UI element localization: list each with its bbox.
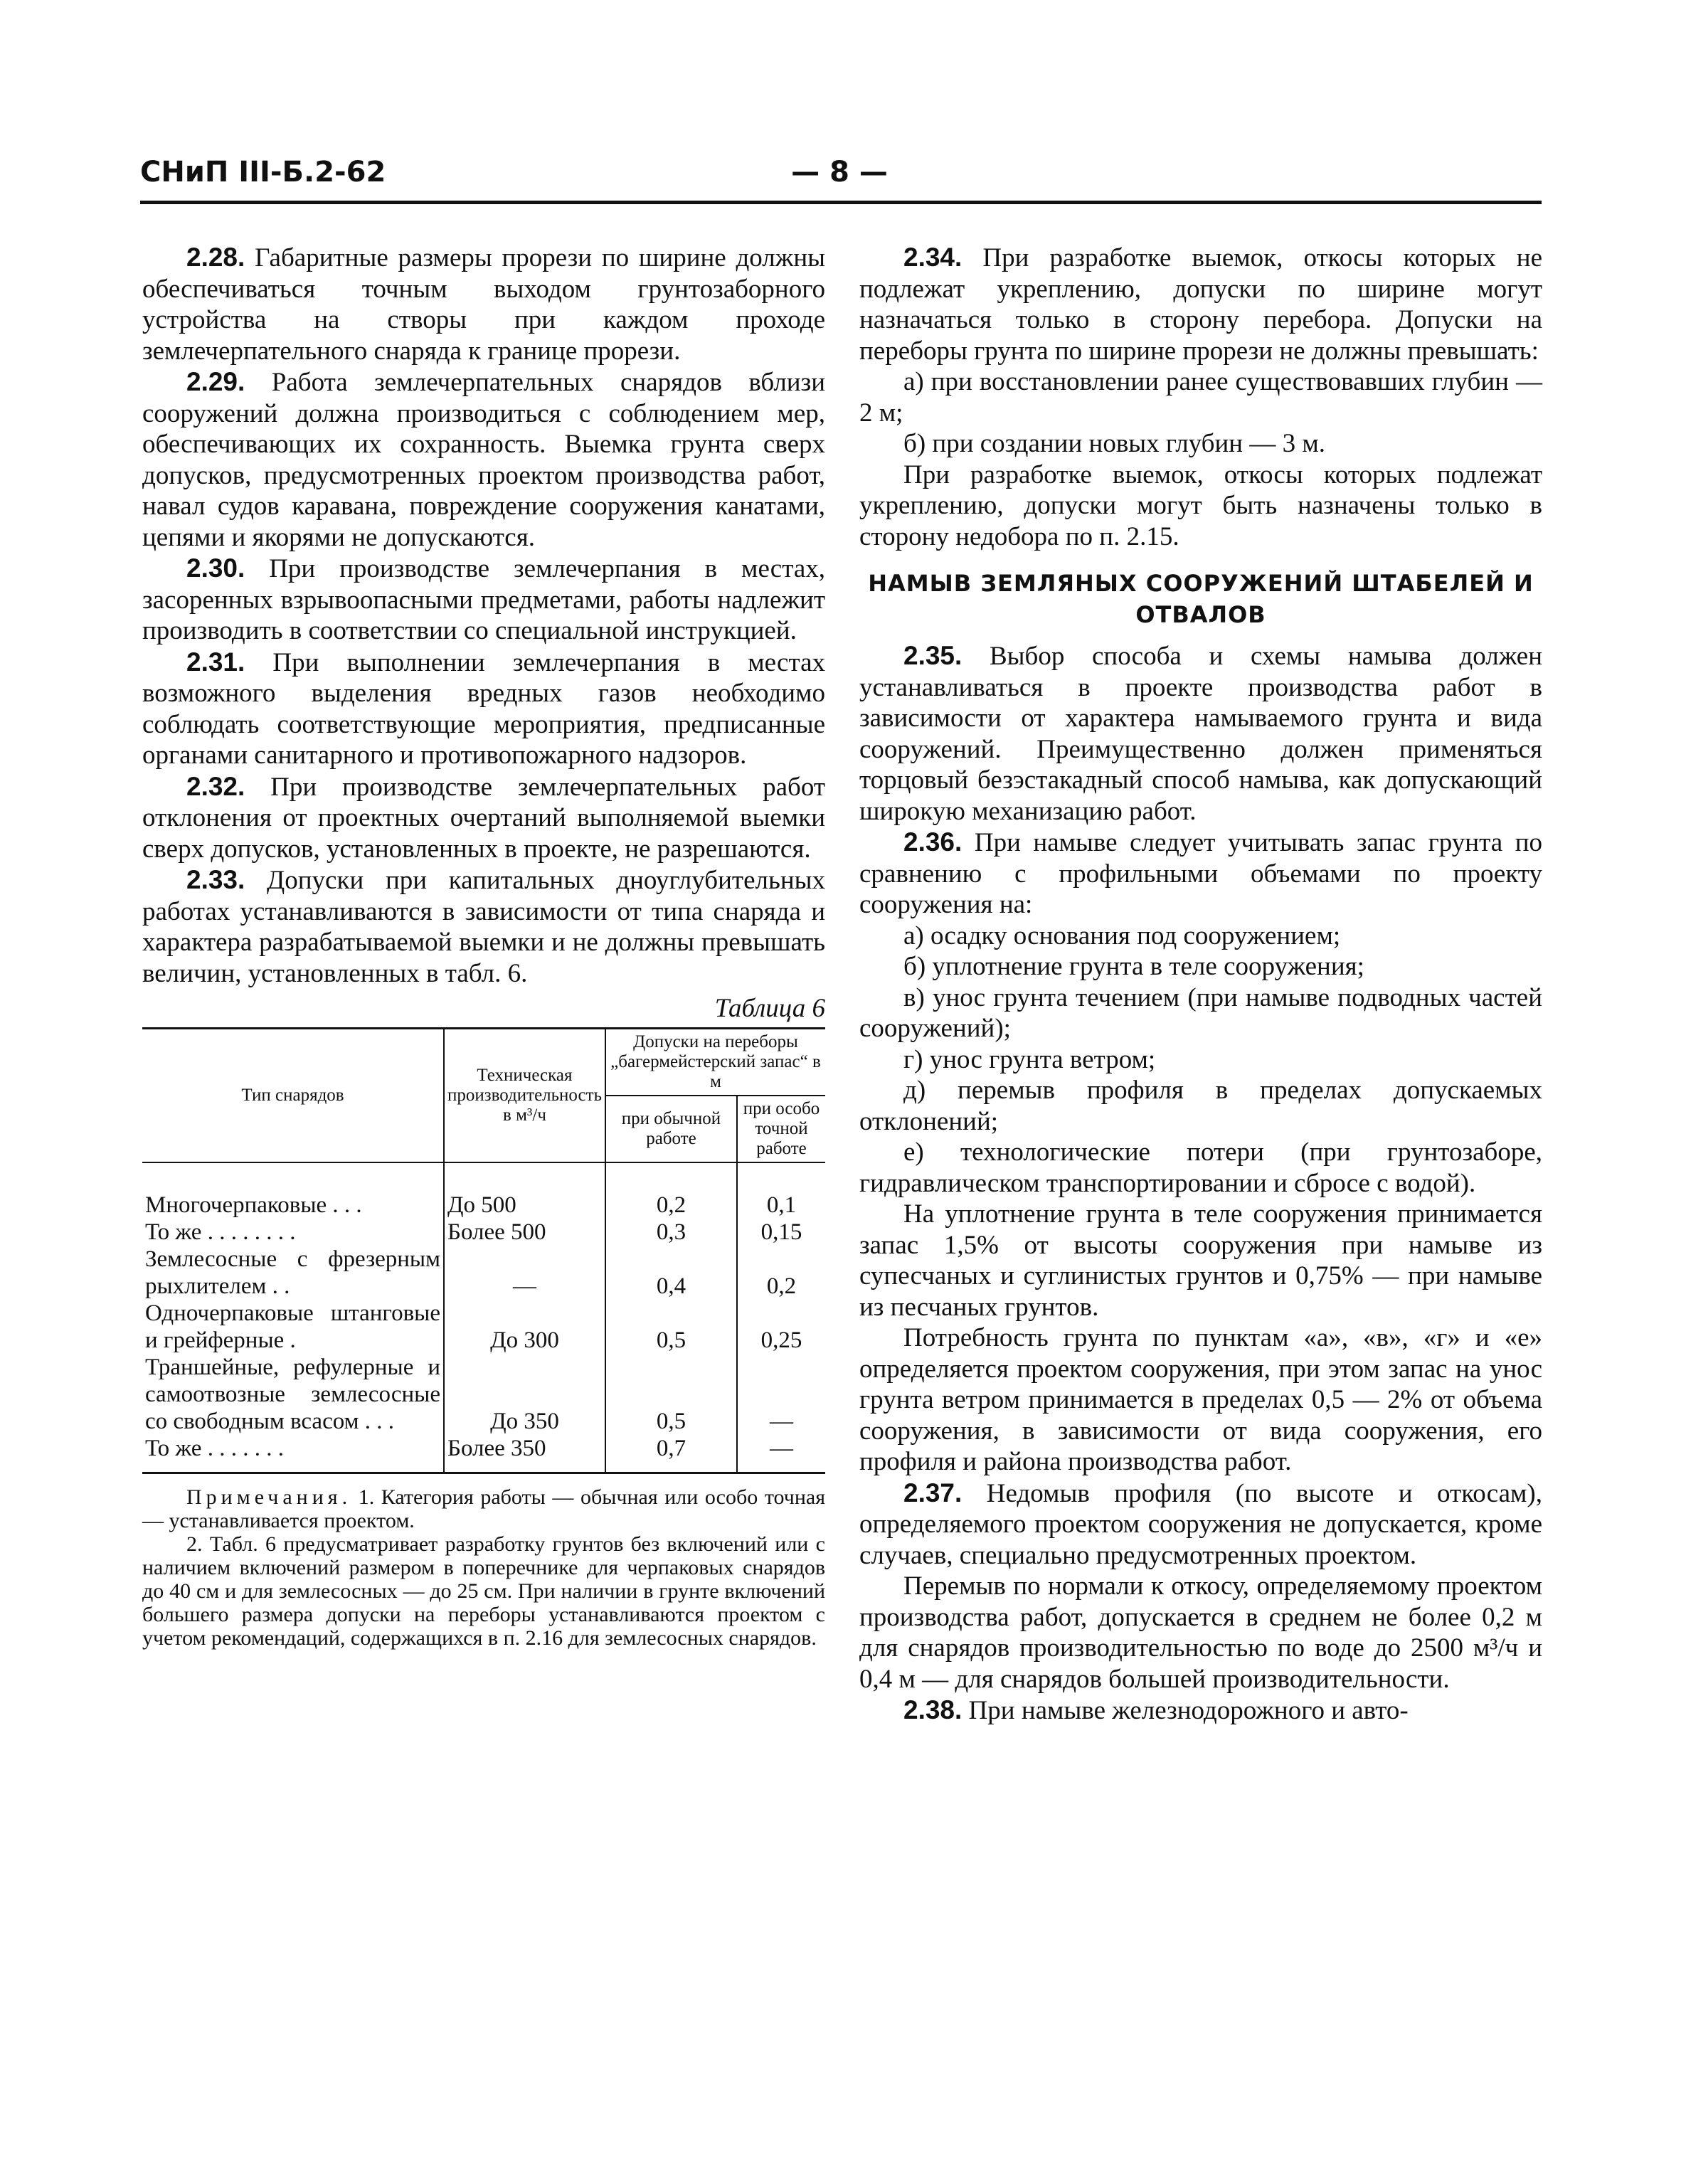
cell-capacity: Более 350 bbox=[444, 1435, 605, 1473]
col-header-normal: при обычной работе bbox=[605, 1096, 737, 1162]
clause-text: При намыве железнодорожного и авто- bbox=[968, 1696, 1409, 1725]
clause-number: 2.29. bbox=[186, 367, 245, 396]
cell-normal: 0,3 bbox=[605, 1219, 737, 1246]
clause-text: При производстве землечерпания в местах, засоренных взрывоопасными предметами, работы надлежит производить в соответствии со специальной инструкцией. bbox=[142, 554, 826, 645]
clause-text: Выбор способа и схемы намыва должен устанавливаться в проекте производства работ в зависимости от характера намываемого грунта и вида сооружений. Преимущественно должен применяться торцовый безэстакадный способ намыва, как допускающий широкую механизацию работ. bbox=[859, 642, 1542, 826]
cell-normal: 0,5 bbox=[605, 1354, 737, 1435]
cell-capacity: Более 500 bbox=[444, 1219, 605, 1246]
cell-precise: 0,15 bbox=[737, 1219, 825, 1246]
clause-text: Недомыв профиля (по высоте и откосам), определяемого проектом сооружения не допускается, кроме случаев, специально предусмотренных проектом. bbox=[859, 1478, 1543, 1570]
paragraph-2-30 bbox=[142, 553, 825, 647]
list-item: б) уплотнение грунта в теле сооружения; bbox=[903, 952, 1364, 981]
cell-type: Многочерпаковые . . . bbox=[145, 1192, 362, 1218]
clause-text: Габаритные размеры прорези по ширине должны обеспечиваться точным выходом грунтозаборного устройства на створы при каждом проходе землечерпательного снаряда к границе прорези. bbox=[142, 243, 825, 366]
clause-number: 2.32. bbox=[186, 771, 245, 801]
paragraph-2-33 bbox=[142, 864, 825, 989]
clause-number: 2.38. bbox=[903, 1695, 963, 1724]
table-row bbox=[142, 1219, 825, 1246]
cell-precise: 0,25 bbox=[737, 1300, 825, 1354]
clause-text: При намыве следует учитывать запас грунта по сравнению с профильными объемами по проекту сооружения на: bbox=[859, 828, 1542, 919]
cell-capacity: — bbox=[444, 1246, 605, 1300]
list-item: а) осадку основания под сооружением; bbox=[903, 921, 1341, 950]
cell-capacity: До 300 bbox=[444, 1300, 605, 1354]
reserve-list bbox=[859, 921, 1542, 1199]
cell-normal: 0,2 bbox=[605, 1162, 737, 1219]
left-column bbox=[142, 242, 825, 1650]
cell-type: То же . . . . . . . bbox=[145, 1435, 284, 1461]
paragraph-2-28 bbox=[142, 242, 825, 366]
cell-precise: — bbox=[737, 1354, 825, 1435]
clause-number: 2.34. bbox=[903, 243, 963, 272]
clause-text: При выполнении землечерпания в местах возможного выделения вредных газов необходимо соблюдать соответствующие мероприятия, предписанные органами санитарного и противопожарного надзоров. bbox=[142, 647, 825, 770]
clause-text: Допуски при капитальных дноуглубительных работах устанавливаются в зависимости от типа снаряда и характера разрабатываемой выемки и не должны превышать величин, установленных в табл. 6. bbox=[142, 866, 826, 988]
tolerance-table bbox=[142, 1027, 825, 1474]
note-2: 2. Табл. 6 предусматривает разработку грунтов без включений или с наличием включений размером в поперечнике для черпаковых снарядов до 40 см и для землесосных — до 25 см. При наличии в грунте включений большего размера допуски на переборы устанавливаются проектом с учетом рекомендаций, содержащихся в п. 2.16 для землесосных снарядов. bbox=[142, 1532, 825, 1650]
table-row bbox=[142, 1246, 825, 1300]
header-rule bbox=[140, 201, 1542, 204]
document-code: СНиП III-Б.2-62 bbox=[140, 156, 386, 189]
cell-capacity: До 500 bbox=[444, 1162, 605, 1219]
paragraph-need: Потребность грунта по пунктам «а», «в», «г» и «е» определяется проектом сооружения, при этом запас на унос грунта ветром принимается в пределах 0,5 — 2% от объема сооружения, в зависимости от вида сооружения, его профиля и района производства работ. bbox=[859, 1323, 1542, 1476]
page-number: — 8 — bbox=[791, 156, 888, 189]
section-heading: НАМЫВ ЗЕМЛЯНЫХ СООРУЖЕНИЙ ШТАБЕЛЕЙ И ОТВАЛОВ bbox=[868, 570, 1534, 628]
clause-number: 2.30. bbox=[186, 553, 245, 583]
clause-number: 2.31. bbox=[186, 647, 245, 677]
paragraph-compaction: На уплотнение грунта в теле сооружения принимается запас 1,5% от высоты сооружения при намыве из супесчаных и суглинистых грунтов и 0,75% — при намыве из песчаных грунтов. bbox=[859, 1199, 1542, 1322]
cell-type: Траншейные, рефулерные и самоотвозные землесосные со свободным всасом . . . bbox=[145, 1354, 440, 1434]
cell-normal: 0,5 bbox=[605, 1300, 737, 1354]
paragraph-2-31 bbox=[142, 647, 825, 771]
clause-number: 2.28. bbox=[186, 243, 245, 272]
clause-text: Работа землечерпательных снарядов вблизи сооружений должна производиться с соблюдением мер, обеспечивающих их сохранность. Выемка грунта сверх допусков, предусмотренных проектом производства работ, навал судов каравана, повреждение сооружения канатами, цепями и якорями не допускаются. bbox=[142, 368, 825, 552]
list-item: г) унос грунта ветром; bbox=[903, 1044, 1156, 1074]
table-caption: Таблица 6 bbox=[714, 994, 825, 1023]
table-row bbox=[142, 1435, 825, 1473]
col-header-precise: при особо точной работе bbox=[737, 1096, 825, 1162]
paragraph-2-29 bbox=[142, 366, 825, 553]
list-item: в) унос грунта течением (при намыве подводных частей сооружений); bbox=[859, 982, 1542, 1043]
paragraph-2-36 bbox=[859, 827, 1542, 921]
notes-label: Примечания. bbox=[186, 1485, 352, 1509]
paragraph-2-32 bbox=[142, 771, 825, 865]
clause-number: 2.36. bbox=[903, 827, 963, 857]
cell-type: То же . . . . . . . . bbox=[145, 1219, 296, 1245]
cell-type: Одночерпаковые штанговые и грейферные . bbox=[145, 1300, 440, 1353]
cell-precise: 0,1 bbox=[737, 1162, 825, 1219]
note-text: 1. Категория работы — обычная или особо точная — устанавливается проектом. bbox=[142, 1485, 826, 1532]
clause-text: При производстве землечерпательных работ отклонения от проектных очертаний выполняемой выемки сверх допусков, установленных в проекте, не разрешаются. bbox=[142, 772, 825, 864]
paragraph-2-37 bbox=[859, 1478, 1542, 1571]
paragraph-wash: Перемыв по нормали к откосу, определяемому проектом производства работ, допускается в среднем не более 0,2 м для снарядов производительностью по воде до 2500 м³/ч и 0,4 м — для снарядов большей производительности. bbox=[859, 1571, 1542, 1694]
list-item: б) при создании новых глубин — 3 м. bbox=[903, 429, 1326, 458]
cell-precise: 0,2 bbox=[737, 1246, 825, 1300]
paragraph-2-34-cont: При разработке выемок, откосы которых подлежат укреплению, допуски могут быть назначены только в сторону недобора по п. 2.15. bbox=[859, 460, 1542, 551]
col-header-capacity: Техническая производительность в м³/ч bbox=[444, 1028, 605, 1162]
clause-number: 2.37. bbox=[903, 1478, 963, 1507]
col-header-type: Тип снарядов bbox=[142, 1028, 444, 1162]
paragraph-2-38 bbox=[859, 1695, 1542, 1727]
table-notes bbox=[142, 1485, 825, 1650]
paragraph-2-34 bbox=[859, 242, 1542, 366]
list-item: а) при восстановлении ранее существовавших глубин — 2 м; bbox=[859, 367, 1542, 428]
cell-normal: 0,4 bbox=[605, 1246, 737, 1300]
cell-precise: — bbox=[737, 1435, 825, 1473]
list-item: д) перемыв профиля в пределах допускаемых отклонений; bbox=[859, 1076, 1542, 1136]
table-row bbox=[142, 1354, 825, 1435]
note-1 bbox=[142, 1485, 825, 1532]
clause-number: 2.33. bbox=[186, 865, 245, 894]
clause-text: При разработке выемок, откосы которых не подлежат укреплению, допуски по ширине могут назначаться только в сторону перебора. Допуски на переборы грунта по ширине прорези не должны превышать: bbox=[859, 243, 1543, 366]
paragraph-2-35 bbox=[859, 640, 1542, 827]
clause-number: 2.35. bbox=[903, 641, 963, 670]
list-item: е) технологические потери (при грунтозаборе, гидравлическом транспортировании и сбросе с водой). bbox=[859, 1138, 1542, 1198]
cell-capacity: До 350 bbox=[444, 1354, 605, 1435]
cell-normal: 0,7 bbox=[605, 1435, 737, 1473]
table-row bbox=[142, 1162, 825, 1219]
col-header-tolerances: Допуски на переборы „багермейстерский запас“ в м bbox=[605, 1028, 825, 1096]
table-row bbox=[142, 1300, 825, 1354]
cell-type: Землесосные с фрезерным рыхлителем . . bbox=[145, 1246, 440, 1299]
right-column bbox=[859, 242, 1542, 1727]
